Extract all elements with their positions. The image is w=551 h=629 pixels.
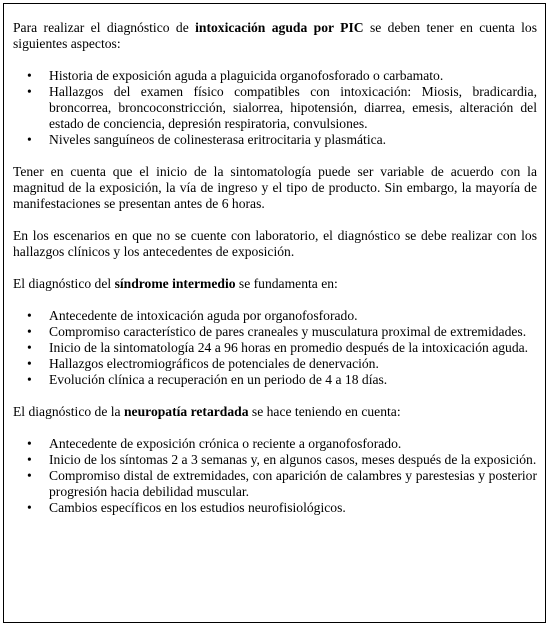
delayed-paragraph bbox=[13, 404, 537, 420]
diagnosis-box bbox=[3, 3, 546, 623]
delayed-criteria-list bbox=[13, 436, 537, 516]
intermediate-bold-term: síndrome intermedio bbox=[114, 276, 236, 291]
delayed-bold-term: neuropatía retardada bbox=[124, 404, 249, 419]
intermediate-text: El diagnóstico del bbox=[13, 276, 115, 291]
list-item: • Cambios específicos en los estudios neurofisiológicos. bbox=[49, 500, 537, 516]
list-item: • Inicio de los síntomas 2 a 3 semanas y, en algunos casos, meses después de la exposición. bbox=[49, 452, 537, 468]
list-item: • Hallazgos electromiográficos de potenciales de denervación. bbox=[49, 356, 537, 372]
delayed-text-end: se hace teniendo en cuenta: bbox=[248, 404, 401, 419]
list-item: • Compromiso distal de extremidades, con aparición de calambres y parestesias y posterior progresión hacia debilidad muscular. bbox=[49, 468, 537, 500]
list-item: • Evolución clínica a recuperación en un periodo de 4 a 18 días. bbox=[49, 372, 537, 388]
lab-paragraph: En los escenarios en que no se cuente con laboratorio, el diagnóstico se debe realizar con los hallazgos clínicos y los antecedentes de exposición. bbox=[13, 228, 537, 259]
intermediate-paragraph bbox=[13, 276, 537, 292]
list-item: • Antecedente de exposición crónica o reciente a organofosforado. bbox=[49, 436, 537, 452]
acute-criteria-list bbox=[13, 68, 537, 148]
list-item: • Compromiso característico de pares craneales y musculatura proximal de extremidades. bbox=[49, 324, 537, 340]
list-item: • Hallazgos del examen físico compatibles con intoxicación: Miosis, bradicardia, broncorrea, broncoconstricción, sialorrea, hipotensión, diarrea, emesis, alteración del estado de conciencia, depresión respiratoria, convulsiones. bbox=[49, 84, 537, 132]
list-item: • Historia de exposición aguda a plaguicida organofosforado o carbamato. bbox=[49, 68, 537, 84]
onset-paragraph: Tener en cuenta que el inicio de la sintomatología puede ser variable de acuerdo con la magnitud de la exposición, la vía de ingreso y el tipo de producto. Sin embargo, la mayoría de manifestaciones se presentan antes de 6 horas. bbox=[13, 164, 537, 211]
intermediate-text-end: se fundamenta en: bbox=[235, 276, 338, 291]
intro-bold-term: intoxicación aguda por PIC bbox=[195, 20, 364, 35]
list-item: • Niveles sanguíneos de colinesterasa eritrocitaria y plasmática. bbox=[49, 132, 537, 148]
list-item: • Inicio de la sintomatología 24 a 96 horas en promedio después de la intoxicación aguda. bbox=[49, 340, 537, 356]
intro-paragraph bbox=[13, 20, 537, 52]
delayed-text: El diagnóstico de la bbox=[13, 404, 124, 419]
intro-text: Para realizar el diagnóstico de bbox=[13, 20, 196, 35]
list-item: • Antecedente de intoxicación aguda por organofosforado. bbox=[49, 308, 537, 324]
intro-text-end: se deben tener en cuenta los siguientes aspectos: bbox=[13, 20, 537, 51]
intermediate-criteria-list bbox=[13, 308, 537, 388]
